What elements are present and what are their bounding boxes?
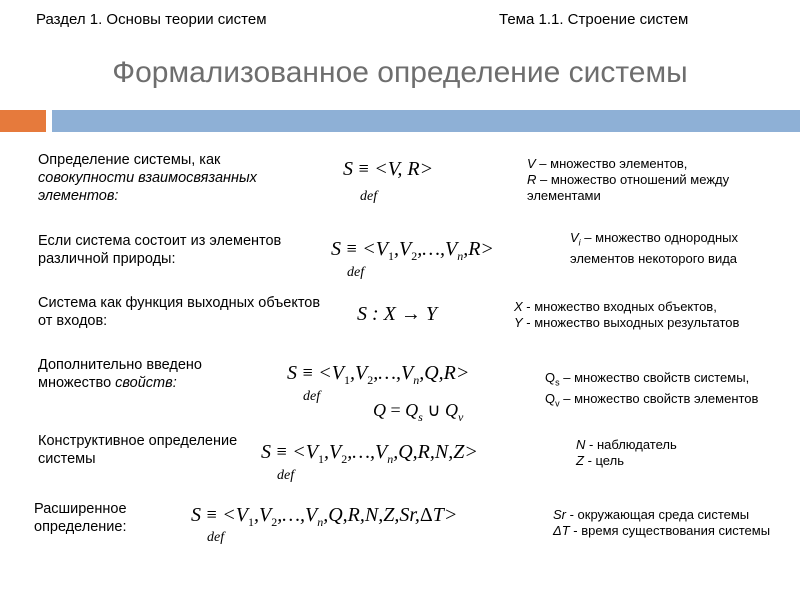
row-3-note-a: X - множество входных объектов,: [514, 299, 717, 314]
row-5-note-b: Z - цель: [576, 453, 624, 468]
accent-bar-orange: [0, 110, 46, 132]
row-6-label: Расширенное определение:: [34, 501, 127, 535]
row-4-note-b: $Q_v$ – множество свойств элементов: [545, 390, 759, 409]
row-2-note: $V_i$ – множество однородных элементов некоторого вида: [570, 230, 739, 266]
row-4-formula-2: $Q = Q_s$ ∪ $Q_v$: [373, 400, 464, 424]
row-1-def: def: [360, 189, 378, 204]
row-1-formula: S ≡ <V, R>: [343, 158, 434, 180]
row-4-note-a: $Q_s$ – множество свойств системы,: [545, 370, 750, 388]
row-1-note-b: R – множество отношений между элементами: [527, 172, 730, 203]
row-6-note-b: ΔT - время существования системы: [553, 523, 771, 538]
row-4-note: [545, 370, 795, 411]
section-header: Раздел 1. Основы теории систем: [36, 11, 267, 28]
row-3-formula: S : X → Y: [357, 303, 438, 325]
row-4-label: [38, 356, 268, 392]
row-4-def: def: [303, 389, 321, 404]
row-4-formula: $S \equiv <V_1,V_2,\dots,V_n,Q,R>$: [287, 362, 470, 387]
row-2-label: Если система состоит из элементов различной природы:: [38, 233, 282, 267]
row-5-def: def: [277, 468, 295, 483]
row-3-label: Система как функция выходных объектов от входов:: [38, 295, 321, 329]
row-1-note: [527, 156, 787, 204]
row-1-label: [38, 151, 328, 205]
topic-header: Тема 1.1. Строение систем: [499, 11, 689, 28]
row-3-note: [514, 299, 774, 331]
row-2-formula: $S \equiv <V_1,V_2,\dots,V_n,R>$: [331, 238, 494, 263]
row-6-note-a: Sr - окружающая среда системы: [553, 507, 750, 522]
row-5-note-a: N - наблюдатель: [576, 437, 677, 452]
row-1-note-a: V – множество элементов,: [527, 156, 688, 171]
row-4-label-italic: свойств:: [115, 375, 177, 391]
row-5-label: Конструктивное определение системы: [38, 433, 238, 467]
row-2-def: def: [347, 265, 365, 280]
accent-bar-blue: [52, 110, 800, 132]
page-title: Формализованное определение системы: [112, 56, 688, 89]
row-5-note: [576, 437, 776, 469]
row-3-note-b: Y - множество выходных результатов: [514, 315, 740, 330]
row-6-def: def: [207, 530, 225, 545]
row-6-formula: $S \equiv <V_1,V_2,\dots,V_n,Q,R,N,Z,Sr,\Delta T>$: [191, 504, 458, 529]
row-4-label-plain: Дополнительно введено множество: [38, 357, 202, 391]
row-1-label-plain: Определение системы, как: [38, 152, 221, 168]
row-6-note: [553, 507, 793, 539]
row-5-formula: $S \equiv <V_1,V_2,\dots,V_n,Q,R,N,Z>$: [261, 441, 478, 466]
row-1-label-italic: совокупности взаимосвязанных элементов:: [38, 170, 257, 204]
